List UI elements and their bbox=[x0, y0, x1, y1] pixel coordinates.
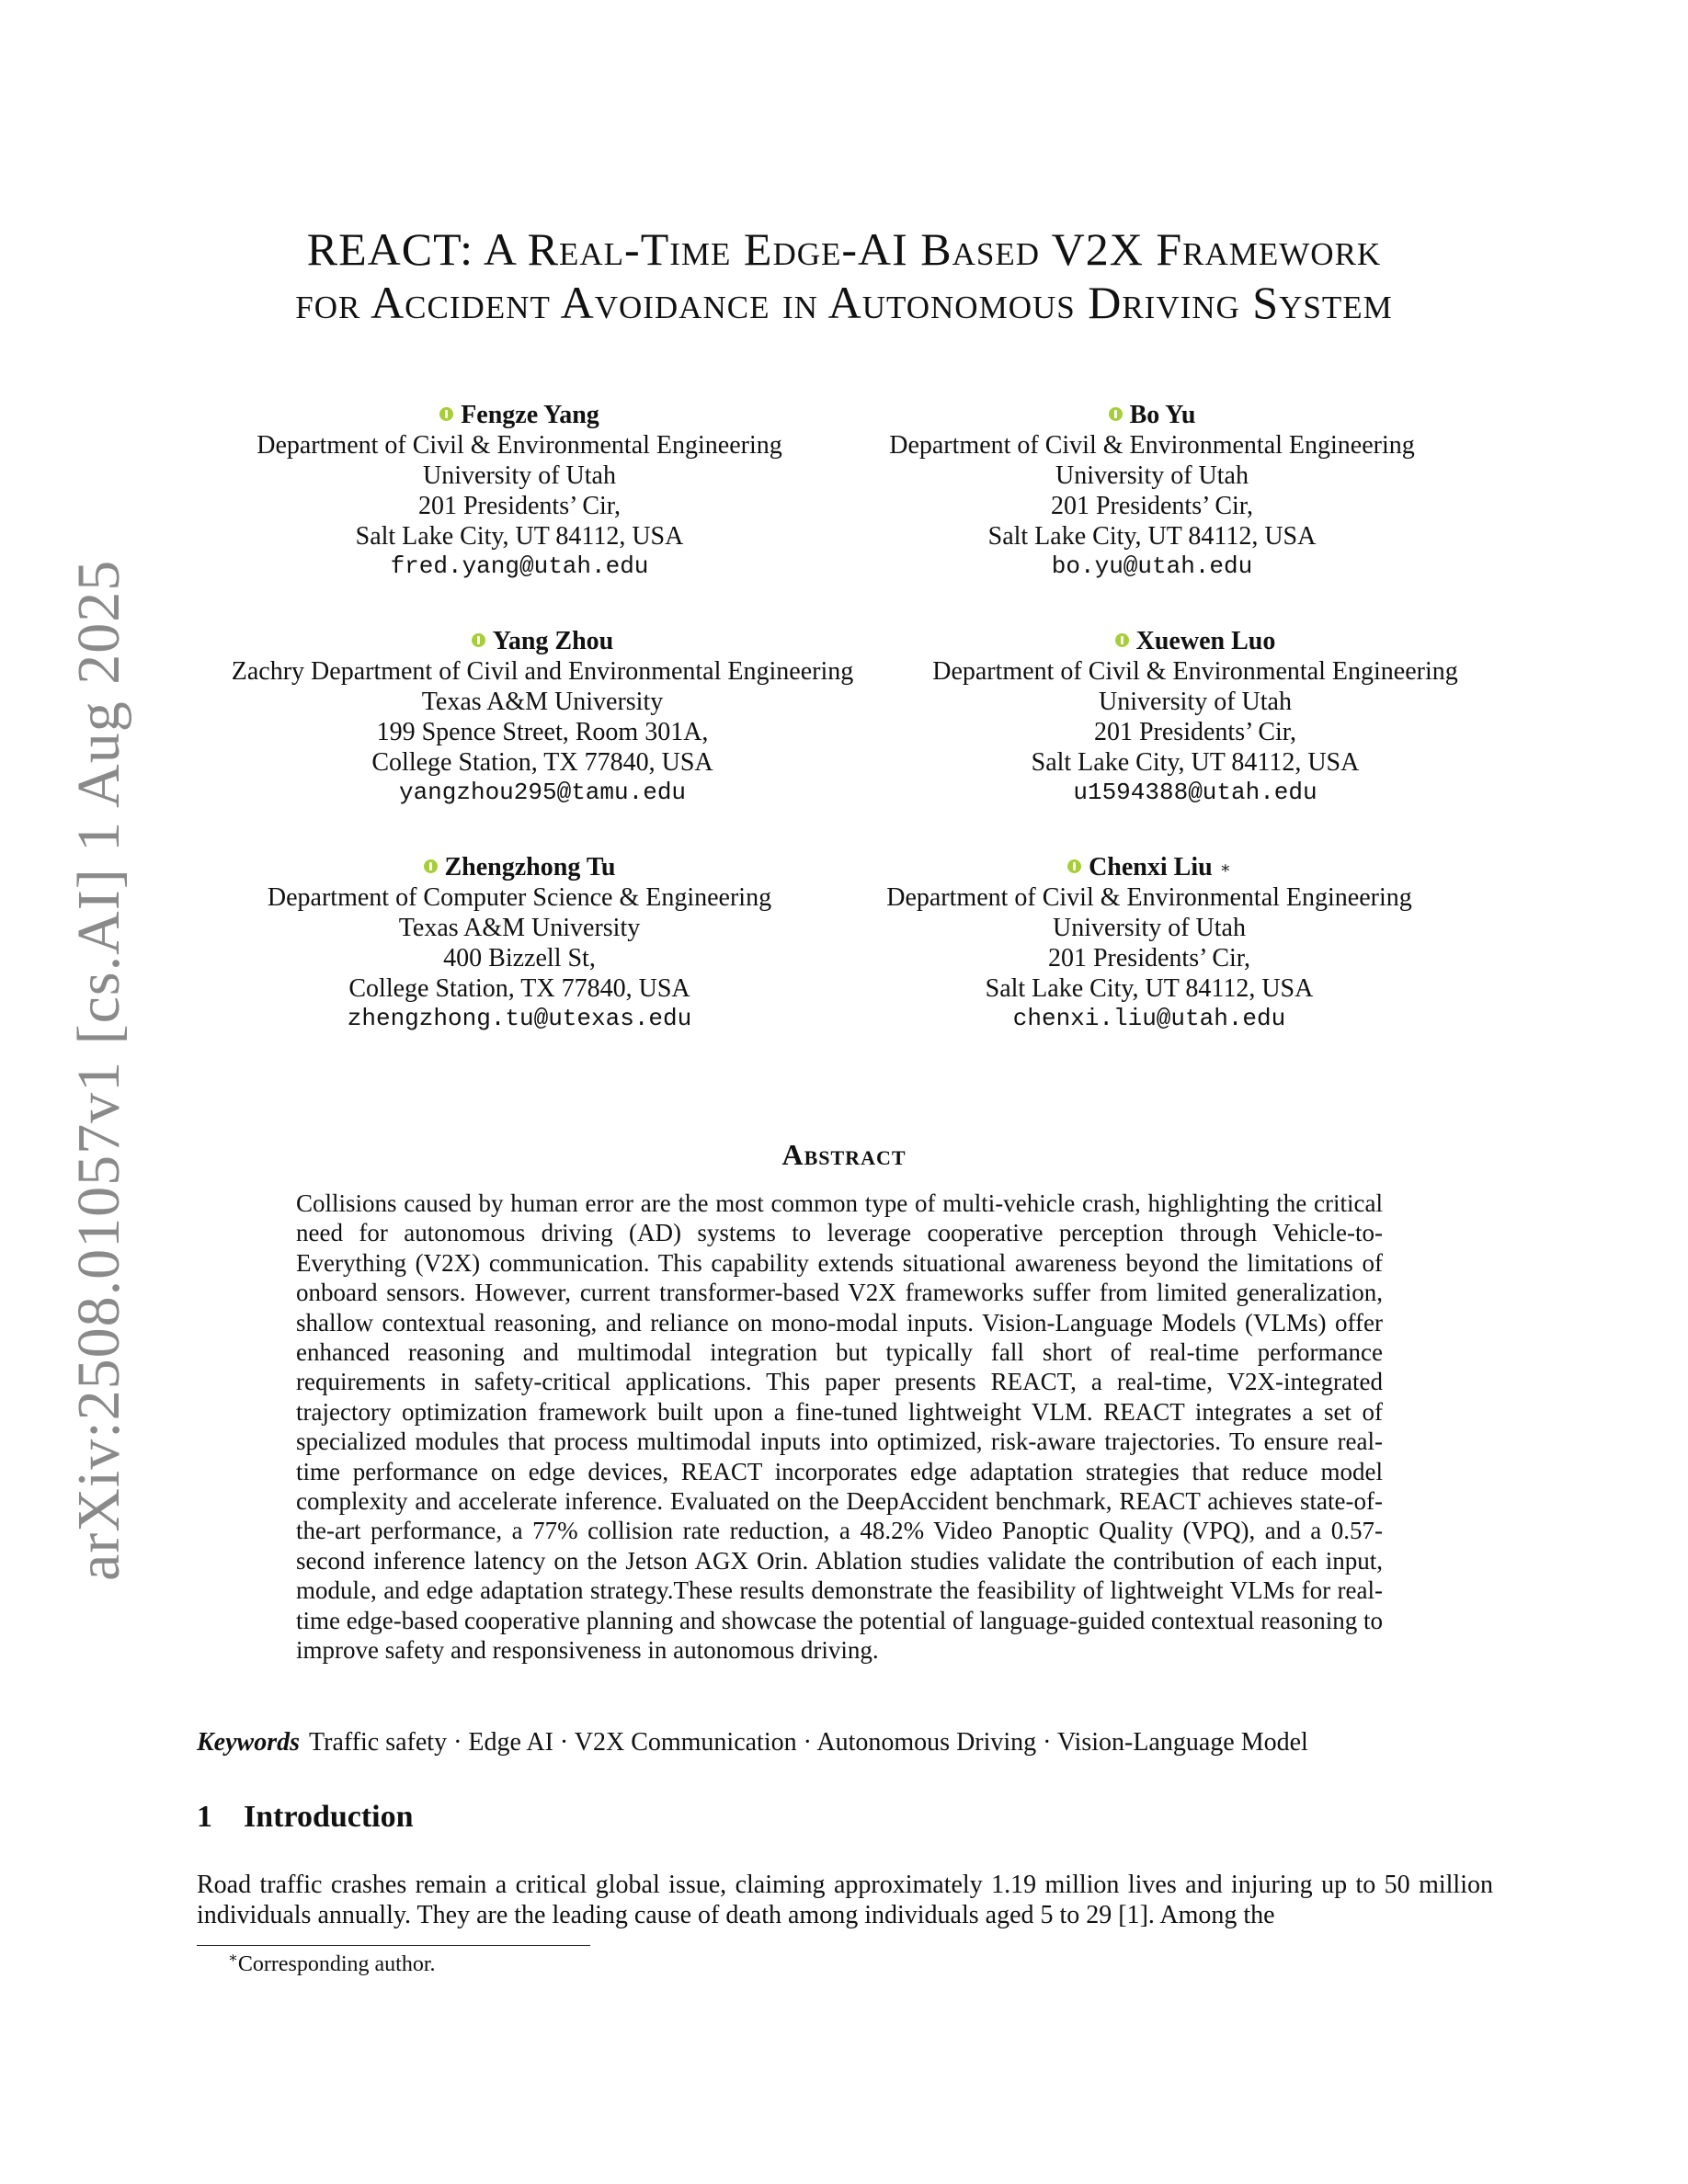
author-affiliation-line: Department of Civil & Environmental Engineering bbox=[257, 431, 782, 460]
orcid-icon[interactable] bbox=[1067, 859, 1081, 873]
author-affiliation-line: University of Utah bbox=[423, 461, 616, 490]
arxiv-identifier-stamp[interactable]: arXiv:2508.01057v1 [cs.AI] 1 Aug 2025 bbox=[65, 559, 132, 1581]
author-affiliation-line: Department of Civil & Environmental Engineering bbox=[932, 657, 1458, 686]
author-affiliation-line: Salt Lake City, UT 84112, USA bbox=[355, 522, 684, 551]
author-affiliation-line: 201 Presidents’ Cir, bbox=[1047, 944, 1250, 973]
author-affiliation-line: Department of Civil & Environmental Engineering bbox=[889, 431, 1415, 460]
author-name: Chenxi Liu ∗ bbox=[1067, 852, 1231, 882]
footnote-corresponding-author bbox=[228, 1951, 436, 1978]
keywords-line bbox=[197, 1727, 1493, 1758]
section-title: Introduction bbox=[244, 1800, 414, 1834]
introduction-paragraph: Road traffic crashes remain a critical global issue, claiming approximately 1.19 million lives and injuring up to 50 million individuals annually. They are the leading cause of death among individuals aged 5 to 29 [1]. Among the bbox=[197, 1871, 1493, 1929]
footnote-text: Corresponding author. bbox=[237, 1952, 436, 1976]
author-affiliation-line: 201 Presidents’ Cir, bbox=[417, 492, 621, 520]
author-affiliation-line: Salt Lake City, UT 84112, USA bbox=[987, 522, 1317, 551]
author-affiliation-line: University of Utah bbox=[1053, 914, 1246, 942]
author-email-link[interactable]: fred.yang@utah.edu bbox=[390, 552, 649, 580]
paper-title-line-2: for Accident Avoidance in Autonomous Driving System bbox=[295, 277, 1393, 328]
author-email-link[interactable]: zhengzhong.tu@utexas.edu bbox=[347, 1005, 692, 1032]
abstract-heading: Abstract bbox=[781, 1138, 907, 1171]
author-name: Xuewen Luo bbox=[1115, 626, 1276, 656]
section-number: 1 bbox=[197, 1800, 212, 1834]
author-block-yang-zhou bbox=[202, 625, 883, 808]
author-affiliation-line: Texas A&M University bbox=[398, 914, 641, 942]
author-email-link[interactable]: bo.yu@utah.edu bbox=[1051, 552, 1253, 580]
author-block-bo-yu bbox=[853, 399, 1451, 582]
abstract-text: Collisions caused by human error are the most common type of multi-vehicle crash, highlighting the critical need for autonomous driving (AD) systems to leverage cooperative perception through Vehicle-to-Everything (V2X) communication. This capability extends situational awareness beyond the limitations of onboard sensors. However, current transformer-based V2X frameworks suffer from limited generalization, shallow contextual reasoning, and reliance on mono-modal inputs. Vision-Language Models (VLMs) offer enhanced reasoning and multimodal integration but typically fall short of real-time performance requirements in safety-critical applications. This paper presents REACT, a real-time, V2X-integrated trajectory optimization framework built upon a fine-tuned lightweight VLM. REACT integrates a set of specialized modules that process multimodal inputs into optimized, risk-aware trajectories. To ensure real-time performance on edge devices, REACT incorporates edge adaptation strategies that reduce model complexity and accelerate inference. Evaluated on the DeepAccident benchmark, REACT achieves state-of-the-art performance, a 77% collision rate reduction, a 48.2% Video Panoptic Quality (VPQ), and a 0.57-second inference latency on the Jetson AGX Orin. Ablation studies validate the contribution of each input, module, and edge adaptation strategy.These results demonstrate the feasibility of lightweight VLMs for real-time edge-based cooperative planning and showcase the potential of language-guided contextual reasoning to improve safety and responsiveness in autonomous driving. bbox=[296, 1189, 1383, 1665]
author-email-link[interactable]: chenxi.liu@utah.edu bbox=[1012, 1005, 1286, 1032]
orcid-icon[interactable] bbox=[439, 407, 453, 421]
orcid-icon[interactable] bbox=[424, 859, 438, 873]
author-affiliation-line: 201 Presidents’ Cir, bbox=[1093, 718, 1296, 746]
author-block-fengze-yang bbox=[221, 399, 818, 582]
paper-title-line-1: REACT: A Real-Time Edge-AI Based V2X Framework bbox=[306, 223, 1382, 275]
author-affiliation-line: Department of Civil & Environmental Engineering bbox=[886, 883, 1412, 912]
author-name: Bo Yu bbox=[1109, 400, 1196, 430]
author-block-xuewen-luo bbox=[883, 625, 1508, 808]
orcid-icon[interactable] bbox=[1109, 407, 1123, 421]
keywords-list: Traffic safety · Edge AI · V2X Communication · Autonomous Driving · Vision-Language Model bbox=[309, 1728, 1308, 1757]
author-affiliation-line: 199 Spence Street, Room 301A, bbox=[376, 718, 709, 746]
author-affiliation-line: College Station, TX 77840, USA bbox=[371, 748, 713, 777]
author-block-chenxi-liu bbox=[837, 851, 1462, 1034]
orcid-icon[interactable] bbox=[472, 633, 485, 647]
author-affiliation-line: Zachry Department of Civil and Environmental Engineering bbox=[231, 657, 854, 686]
section-heading-introduction bbox=[197, 1800, 414, 1835]
author-affiliation-line: Department of Computer Science & Engineering bbox=[267, 883, 772, 912]
author-affiliation-line: College Station, TX 77840, USA bbox=[348, 974, 690, 1003]
author-email-link[interactable]: u1594388@utah.edu bbox=[1073, 779, 1317, 806]
author-affiliation-line: Texas A&M University bbox=[421, 688, 664, 716]
author-name: Zhengzhong Tu bbox=[424, 852, 616, 882]
orcid-icon[interactable] bbox=[1115, 633, 1129, 647]
author-affiliation-line: University of Utah bbox=[1055, 461, 1249, 490]
author-block-zhengzhong-tu bbox=[221, 851, 818, 1034]
author-affiliation-line: Salt Lake City, UT 84112, USA bbox=[1031, 748, 1360, 777]
footnote-divider bbox=[197, 1945, 590, 1946]
author-name: Fengze Yang bbox=[439, 400, 599, 430]
footnote-marker: ∗ bbox=[228, 1951, 238, 1966]
author-affiliation-line: 201 Presidents’ Cir, bbox=[1050, 492, 1253, 520]
author-email-link[interactable]: yangzhou295@tamu.edu bbox=[398, 779, 687, 806]
author-affiliation-line: University of Utah bbox=[1099, 688, 1292, 716]
keywords-label: Keywords bbox=[197, 1728, 300, 1757]
author-name: Yang Zhou bbox=[472, 626, 614, 656]
author-affiliation-line: 400 Bizzell St, bbox=[443, 944, 596, 973]
author-affiliation-line: Salt Lake City, UT 84112, USA bbox=[985, 974, 1314, 1003]
